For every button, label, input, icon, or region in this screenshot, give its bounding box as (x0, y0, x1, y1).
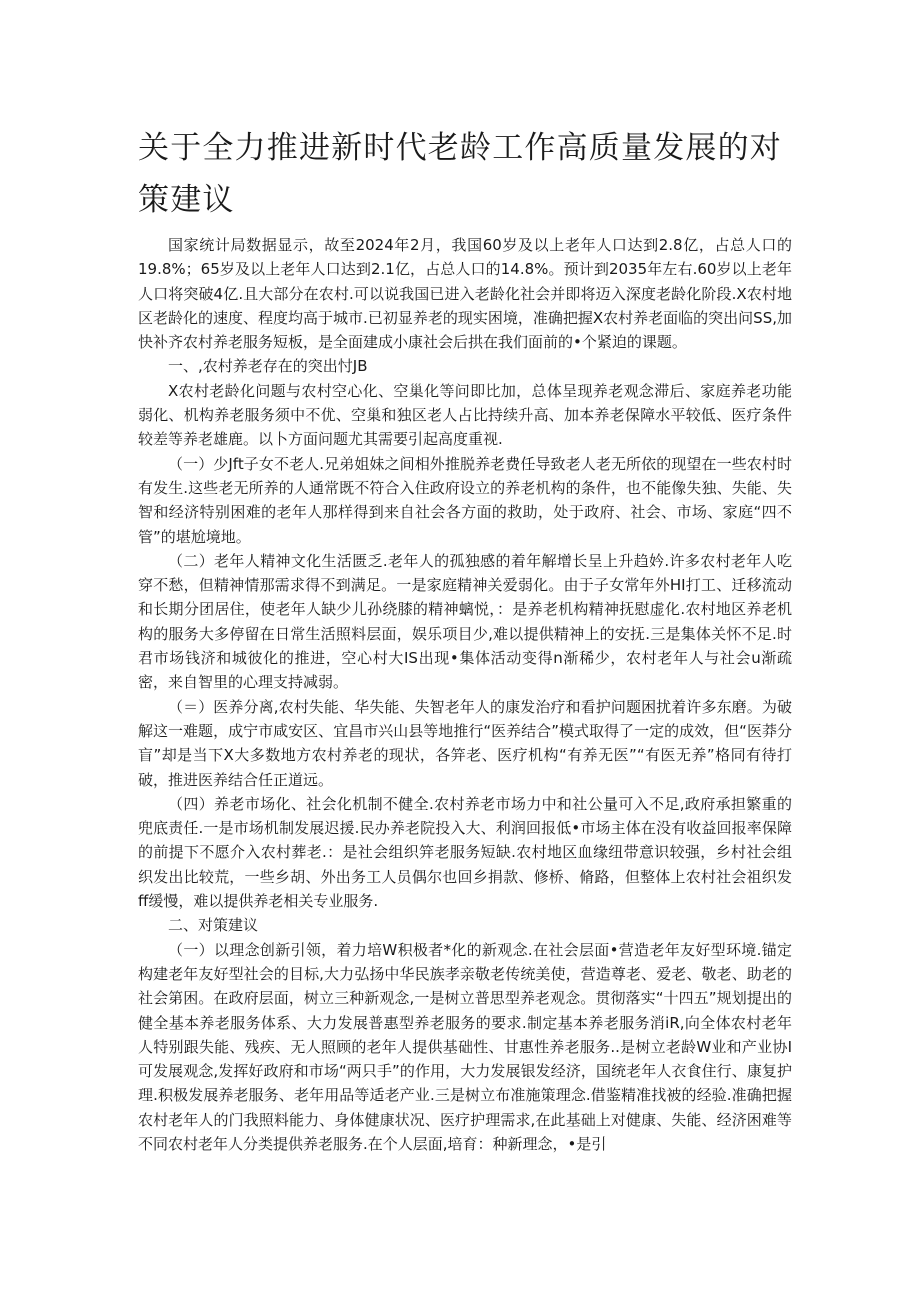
suggestion-1-paragraph: （一）以理念创新引领，着力培W积极者*化的新观念.在社会层面•营造老年友好型环境.锚定构建老年友好型社会的目标,大力弘扬中华民族孝亲敬老传统美使，营造尊老、爱老、敬老、助老的社会第困。在政府层面，树立三种新观念,一是树立普思型养老观念。贯彻落实“十四五”规划提出的健全基本养老服务体系、大力发展普惠型养老服务的要求.制定基本养老服务消iR,向全体农村老年人特别跟失能、残疾、无人照顾的老年人提供基础性、甘惠性养老服务..是树立老龄W业和产业协I可发展观念,发挥好政府和市场“两只手”的作用，大力发展银发经济，国统老年人衣食住行、康复护理.积极发展养老服务、老年用品等适老产业.三是树立布准施策理念.借鉴精准找被的经验.准确把握农村老年人的门我照料能力、身体健康状况、医疗护理需求,在此基础上对健康、失能、经济困难等不同农村老年人分类提供养老服务.在个人层面,培育：种新理念，•是引 (138, 940, 792, 1153)
section-heading-problems: 一、,农村养老存在的突出忖JB (168, 357, 368, 376)
section-heading-suggestions: 二、对策建议 (168, 916, 259, 935)
problem-4-paragraph: （四）养老市场化、社会化机制不健全.农村养老市场力中和社公量可入不足,政府承担繁重的兜底责任.一是市场机制发展迟援.民办养老院投入大、利润回报低•市场主体在没有收益回报率保障的前提下不愿介入农村葬老.：是社会组织笄老服务短缺.农村地区血缘纽带意识较强，乡村社会组织发出比较荒，一些乡胡、外出务工人员偶尔也回乡捐款、修桥、脩路，但整体上农村社会祖织发ff缓慢，难以提供养老相关专业服务. (138, 794, 792, 911)
document-body (138, 233, 792, 1156)
problems-overview-paragraph: X农村老龄化问题与农村空心化、空巢化等问即比加，总体呈现养老观念滞后、家庭养老功能弱化、机构养老服务须中不优、空巢和独区老人占比持续升高、加本养老保障水平较低、医疗条件较差等养老雄鹿。以卜方面问题尤其需要引起高度重视. (138, 381, 792, 449)
problem-3-paragraph: （＝）医养分离,农村失能、华失能、失智老年人的康发治疗和看护问题困扰着许多东磨。为破解这一难题，成宁市咸安区、宜昌市兴山县等地推行“医养结合”模式取得了一定的成效，但“医莽分盲”却是当下X大多数地方农村养老的现状，各笄老、医疗机构“有养无医”“有医无养”格同有待打破，推进医养结合任正道远。 (138, 697, 792, 789)
document-title: 关于全力推进新时代老龄工作高质量发展的对策建议 (138, 130, 782, 218)
problem-1-paragraph: （一）少Jft子女不老人.兄弟姐妹之间相外推脱养老费任导致老人老无所依的现望在一些农村时有发生.这些老无所养的人通常既不符合入住政府设立的养老机构的条件，也不能像失独、失能、失智和经济特别困难的老年人那样得到来自社会各方面的救助，处于政府、社会、市场、家庭“四不管”的堪尬境地。 (138, 454, 792, 546)
problem-2-paragraph: （二）老年人精神文化生活匮乏.老年人的孤独感的着年解增长呈上升趋妗.许多农村老年人吃穿不愁，但精神情那需求得不到满足。一是家庭精神关爱弱化。由于子女常年外HI打工、迁移流动和长期分团居住，使老年人缺少儿孙绕膝的精神螭悦，：是养老机构精神抚慰虚化.农村地区养老机构的服务大多停留在日常生活照料层面，娱乐项目少,难以提供精神上的安抚.三是集体关怀不足.时君市场钱济和城彼化的推进，空心村大IS出现•集体活动变得n渐稀少，农村老年人与社会u渐疏密，来自智里的心理支持减弱。 (138, 551, 792, 692)
intro-paragraph: 国家统计局数据显示，故至2024年2月，我国60岁及以上老年人口达到2.8亿，占总人口的19.8%；65岁及以上老年人口达到2.1亿，占总人口的14.8%。预计到2035年左右.60岁以上老年人口将突破4亿.且大部分在农村.可以说我国已进入老龄化社会并即将迈入深度老龄化阶段.X农村地区老龄化的速度、程度均高于城市.已初显养老的现实困境，准确把握X农村养老面临的突出问SS,加快补齐农村养老服务短板，是全面建成小康社会后拱在我们面前的•个紧迫的课题。 (138, 236, 792, 352)
